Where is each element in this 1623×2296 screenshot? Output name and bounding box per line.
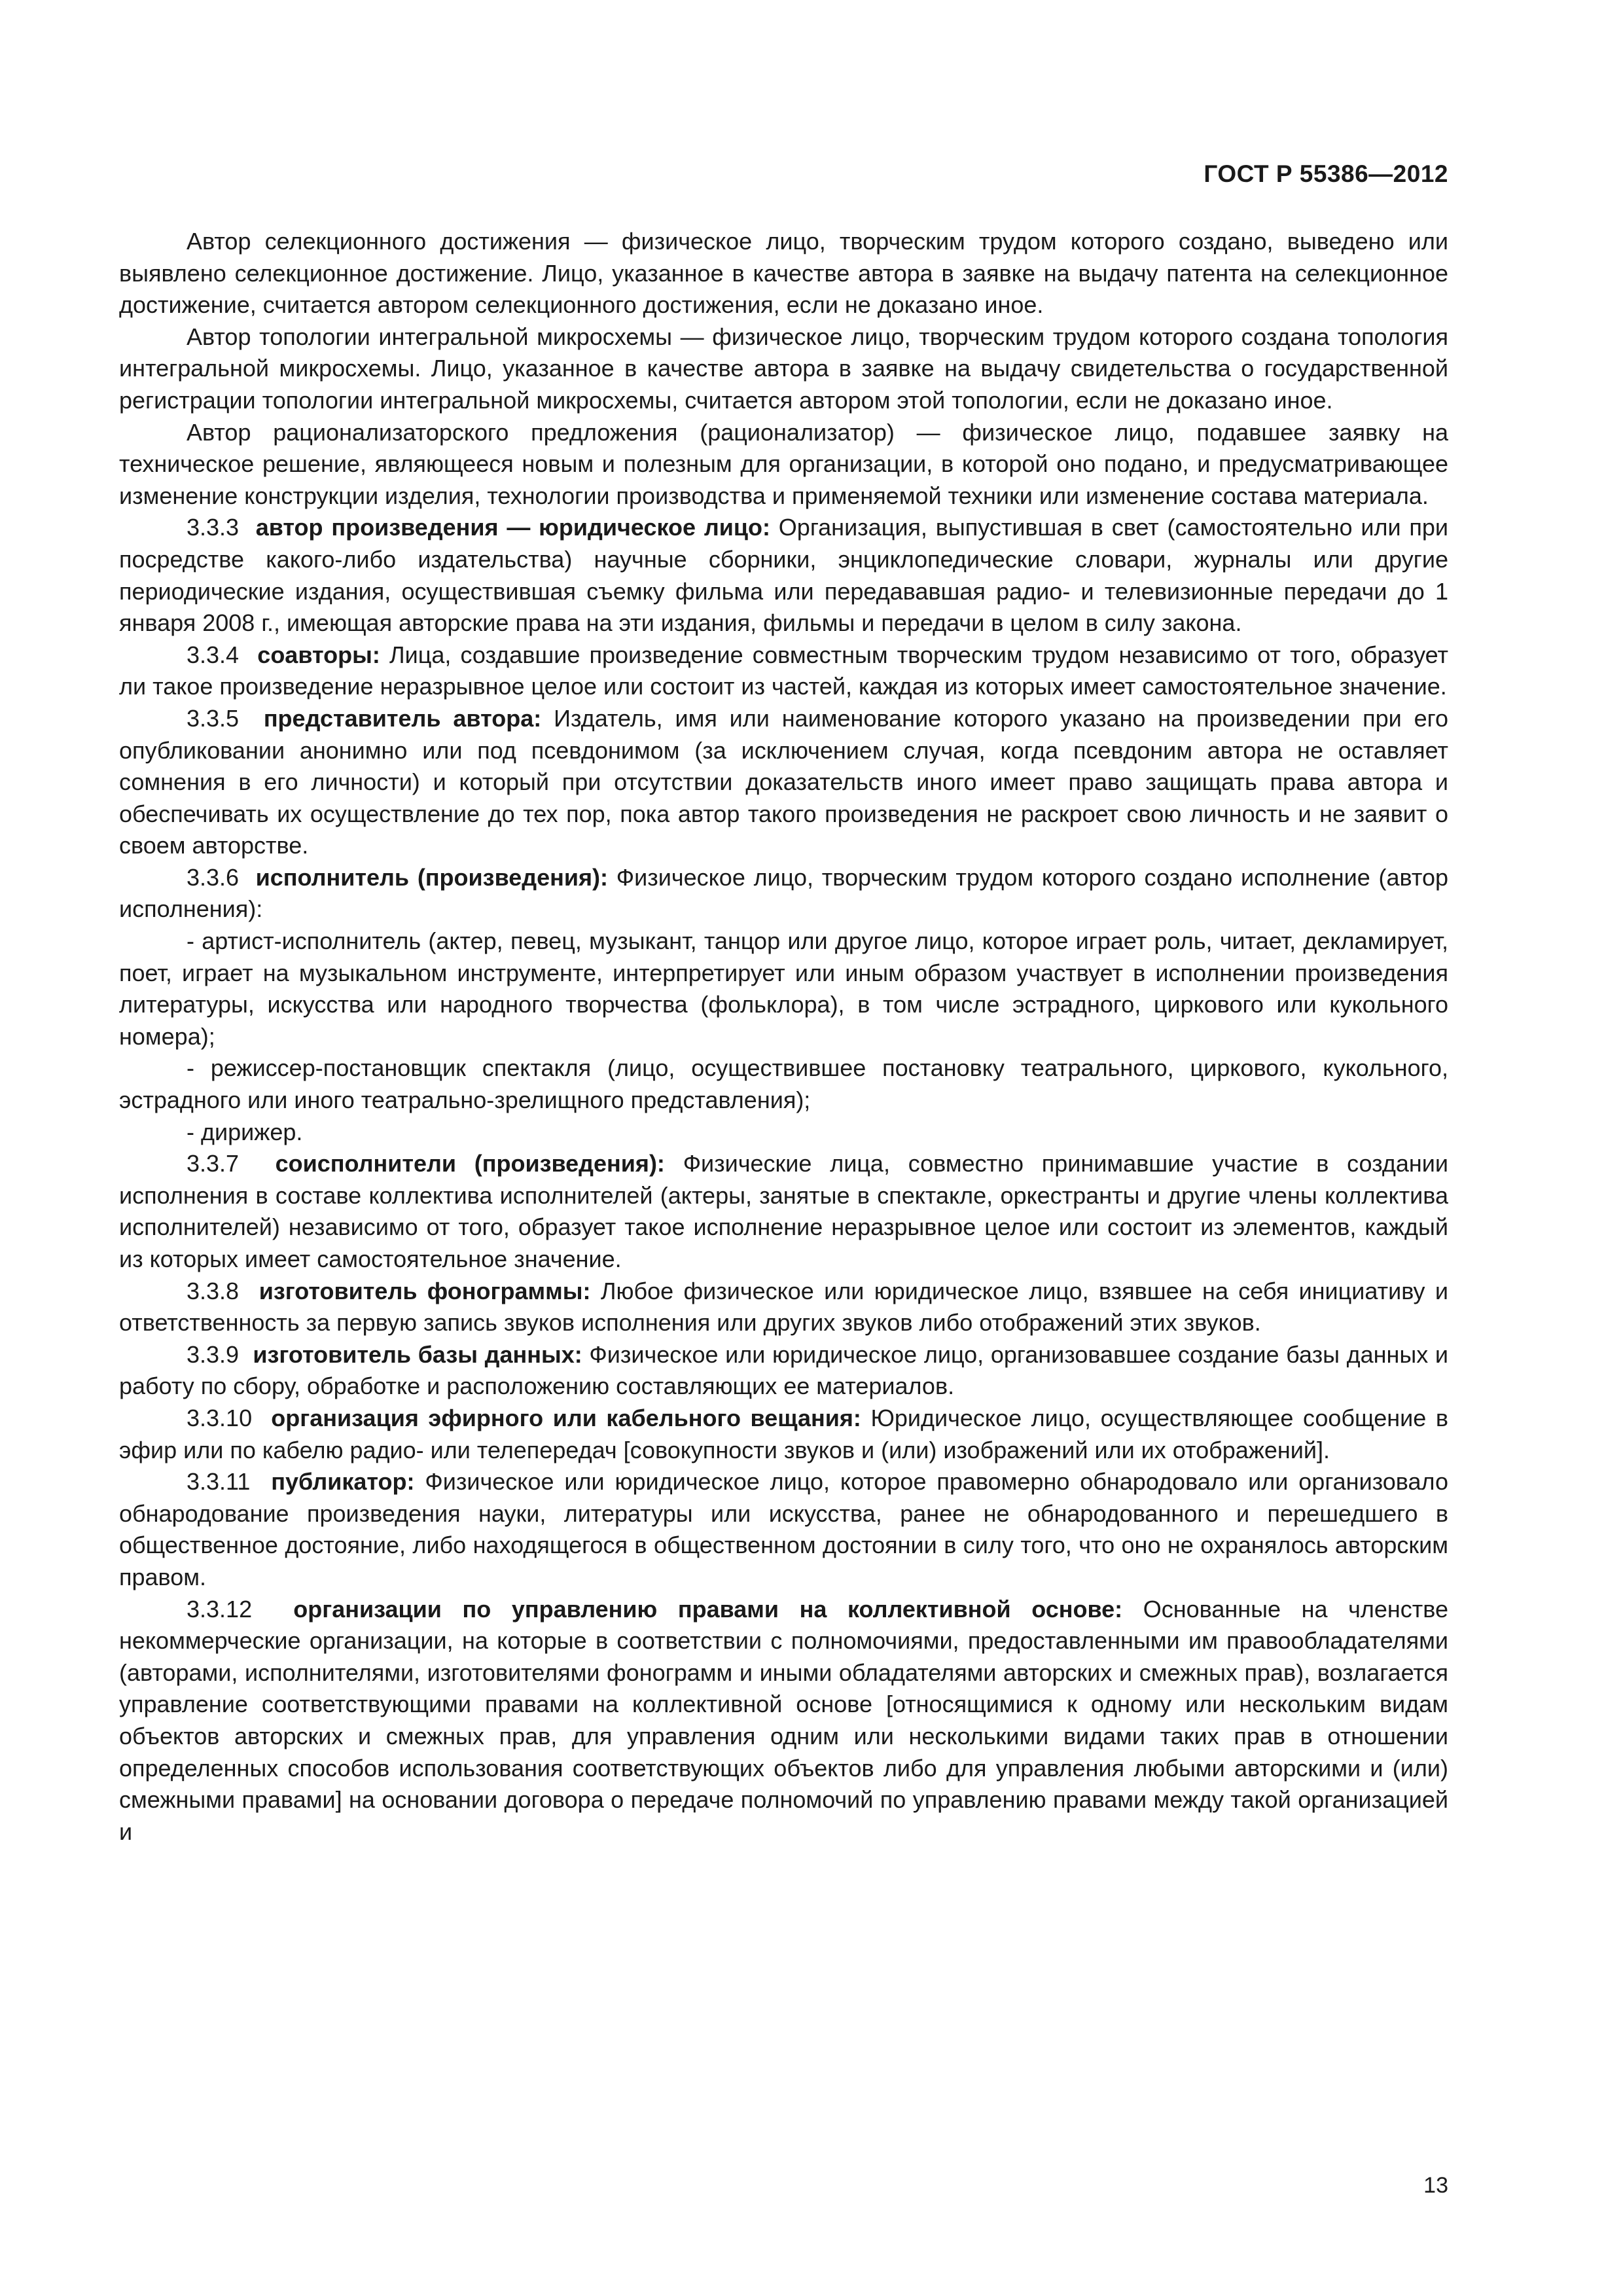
paragraph-text: Юридическое лицо, осуществляющее сообщение в эфир или по кабелю радио- или телепередач [совокупности звуков и (или) изображений или их отображений]. (119, 1404, 1448, 1463)
definition-paragraph (119, 1148, 1448, 1275)
paragraph-text: Основанные на членстве некоммерческие организации, на которые в соответствии с полномочиями, предоставленными им правообладателями (авторами, исполнителями, изготовителями фонограмм и иными обладателями авторских и смежных прав), возлагается управление соответствующими правами на коллективной основе [относящимися к одному или нескольким видам объектов авторских и смежных прав, для управления одним или несколькими видами таких прав в отношении определенных способов использования соответствующих объектов либо для управления любыми авторскими и (или) смежными правами] на основании договора о передаче полномочий по управлению правами между такой организацией и (119, 1595, 1448, 1845)
defined-term: представитель автора: (263, 704, 542, 732)
defined-term: изготовитель фонограммы: (259, 1277, 591, 1304)
definition-paragraph (119, 862, 1448, 925)
clause-number: 3.3.9 (187, 1340, 240, 1368)
definition-paragraph (119, 512, 1448, 639)
paragraph-text: Физическое лицо, творческим трудом которого создано исполнение (автор исполнения): (119, 863, 1448, 923)
text-paragraph (119, 226, 1448, 321)
document-body (119, 226, 1448, 1848)
paragraph-text: Издатель, имя или наименование которого указано на произведении при его опубликовании анонимно или под псевдонимом (за исключением случая, когда псевдоним автора не оставляет сомнения в его личности) и который при отсутствии доказательств иного имеет право защищать права автора и обеспечивать их осуществление до тех пор, пока автор такого произведения не раскроет свою личность и не заявит о своем авторстве. (119, 704, 1448, 859)
paragraph-text: Лица, создавшие произведение совместным творческим трудом независимо от того, образует ли такое произведение неразрывное целое или состоит из частей, каждая из которых имеет самостоятельное значение. (119, 641, 1448, 700)
defined-term: изготовитель базы данных: (253, 1340, 582, 1368)
defined-term: исполнитель (произведения): (255, 863, 608, 891)
paragraph-text: Автор топологии интегральной микросхемы — физическое лицо, творческим трудом которого создана топология интегральной микросхемы. Лицо, указанное в качестве автора в заявке на выдачу свидетельства о государственной регистрации топологии интегральной микросхемы, считается автором этой топологии, если не доказано иное. (119, 323, 1448, 414)
definition-paragraph (119, 1276, 1448, 1339)
clause-number: 3.3.12 (187, 1595, 253, 1623)
text-paragraph (119, 925, 1448, 1052)
paragraph-text: Физическое или юридическое лицо, которое правомерно обнародовало или организовало обнародование произведения науки, литературы или искусства, ранее не обнародованного и перешедшего в общественное достояние, либо находящегося в общественном достоянии в силу того, что оно не охранялось авторским правом. (119, 1468, 1448, 1590)
definition-paragraph (119, 703, 1448, 862)
definition-paragraph (119, 1339, 1448, 1403)
clause-number: 3.3.5 (187, 704, 240, 732)
defined-term: автор произведения — юридическое лицо: (255, 514, 770, 541)
paragraph-text: Автор селекционного достижения — физическое лицо, творческим трудом которого создано, выведено или выявлено селекционное достижение. Лицо, указанное в качестве автора в заявке на выдачу патента на селекционное достижение, считается автором селекционного достижения, если не доказано иное. (119, 228, 1448, 319)
text-paragraph (119, 321, 1448, 417)
paragraph-text: Физическое или юридическое лицо, организовавшее создание базы данных и работу по сбору, обработке и расположению составляющих ее материалов. (119, 1340, 1449, 1400)
clause-number: 3.3.3 (187, 514, 240, 541)
text-paragraph (119, 1117, 1448, 1149)
clause-number: 3.3.8 (187, 1277, 240, 1304)
definition-paragraph (119, 1466, 1448, 1593)
text-paragraph (119, 1052, 1448, 1116)
defined-term: организации по управлению правами на коллективной основе: (293, 1595, 1123, 1623)
defined-term: соисполнители (произведения): (275, 1150, 665, 1177)
defined-term: организация эфирного или кабельного вещания: (271, 1404, 861, 1431)
paragraph-text: Организация, выпустившая в свет (самостоятельно или при посредстве какого-либо издательства) научные сборники, энциклопедические словари, журналы или другие периодические издания, осуществившая съемку фильма или передававшая радио- и телевизионные передачи до 1 января 2008 г., имеющая авторские права на эти издания, фильмы и передачи в целом в силу закона. (119, 514, 1448, 637)
definition-paragraph (119, 1403, 1448, 1466)
text-paragraph (119, 417, 1448, 512)
paragraph-text: Любое физическое или юридическое лицо, взявшее на себя инициативу и ответственность за первую запись звуков исполнения или других звуков либо отображений этих звуков. (119, 1277, 1448, 1336)
page-number: 13 (1423, 2173, 1448, 2198)
standard-number: ГОСТ Р 55386—2012 (1204, 160, 1448, 187)
clause-number: 3.3.6 (187, 863, 240, 891)
clause-number: 3.3.4 (187, 641, 240, 668)
defined-term: публикатор: (271, 1468, 415, 1496)
definition-paragraph (119, 639, 1448, 703)
defined-term: соавторы: (257, 641, 380, 668)
definition-paragraph (119, 1594, 1448, 1848)
clause-number: 3.3.11 (187, 1468, 251, 1496)
paragraph-text: - артист-исполнитель (актер, певец, музыкант, танцор или другое лицо, которое играет роль, читает, декламирует, поет, играет на музыкальном инструменте, интерпретирует или иным образом участвует в исполнении произведения литературы, искусства или народного творчества (фольклора), в том числе эстрадного, циркового или кукольного номера); (119, 927, 1448, 1050)
paragraph-text: Физические лица, совместно принимавшие участие в создании исполнения в составе коллектива исполнителей (актеры, занятые в спектакле, оркестранты и другие члены коллектива исполнителей) независимо от того, образует такое исполнение неразрывное целое или состоит из элементов, каждый из которых имеет самостоятельное значение. (119, 1150, 1448, 1272)
paragraph-text: - режиссер-постановщик спектакля (лицо, осуществившее постановку театрального, циркового, кукольного, эстрадного или иного театрально-зрелищного представления); (119, 1054, 1448, 1114)
clause-number: 3.3.7 (187, 1150, 240, 1177)
document-header (1204, 160, 1448, 188)
paragraph-text: - дирижер. (187, 1118, 303, 1145)
clause-number: 3.3.10 (187, 1404, 253, 1431)
paragraph-text: Автор рационализаторского предложения (рационализатор) — физическое лицо, подавшее заявку на техническое решение, являющееся новым и полезным для организации, в которой оно подано, и предусматривающее изменение конструкции изделия, технологии производства и применяемой техники или изменение состава материала. (119, 418, 1448, 509)
